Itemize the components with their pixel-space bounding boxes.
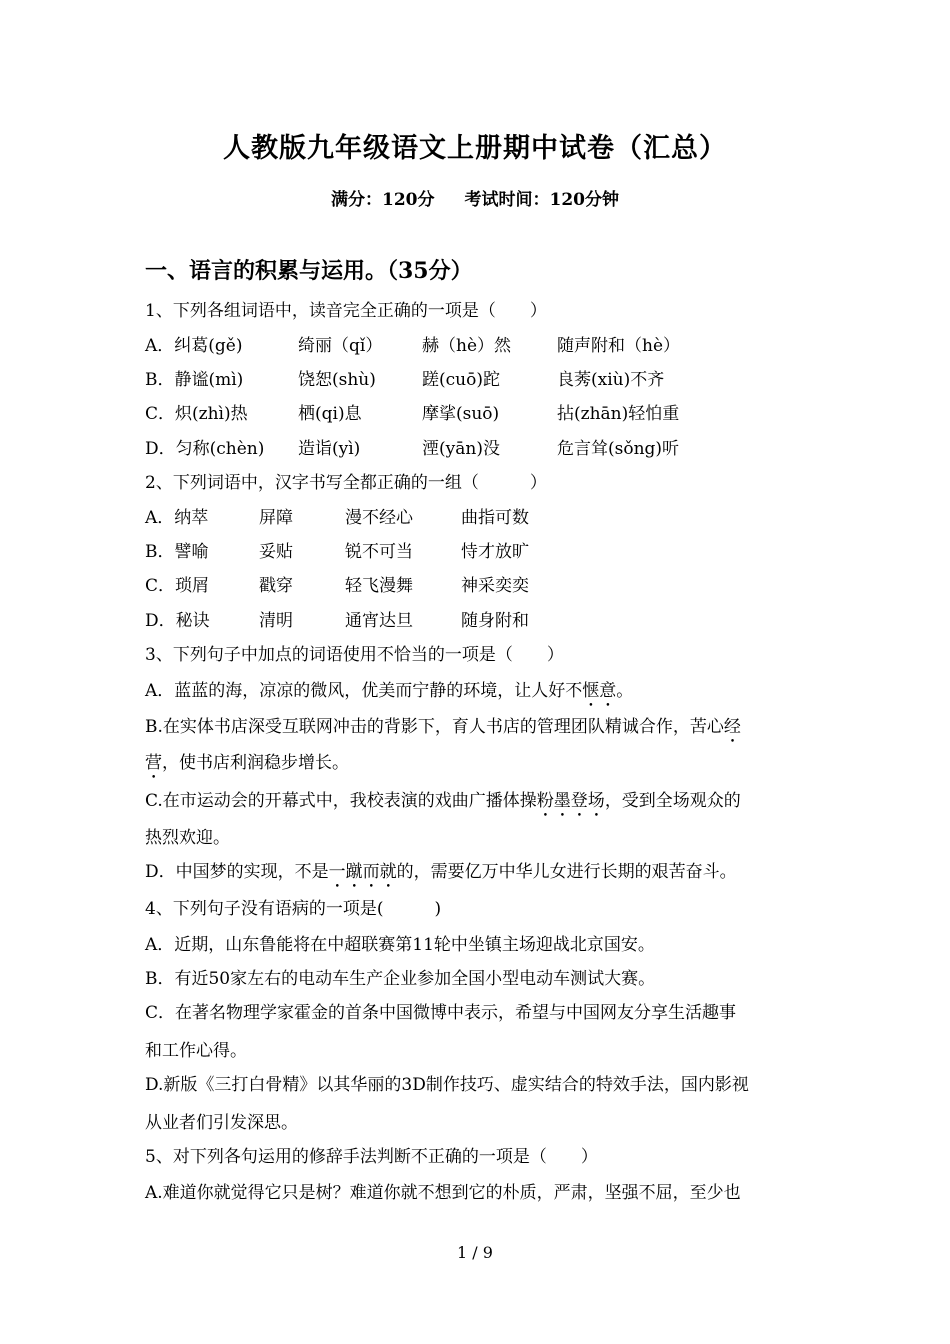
page-number: 1 / 9 [457,1243,493,1262]
option-item: D．秘诀 [145,611,210,631]
text-run: 的，需要亿万中华儿女进行长期的艰苦奋斗。 [396,862,737,882]
option-item: 拈(zhān)轻怕重 [557,404,680,424]
exam-info [0,185,950,210]
option-item: 轻飞漫舞 [345,576,413,596]
option-c-cont: 热烈欢迎。 [145,828,230,848]
emphasized-word: 惬意 [582,681,617,701]
option-item: 良莠(xiù)不齐 [557,370,665,390]
question-stem: 4、下列句子没有语病的一项是( ) [145,899,442,919]
option-a: A.难道你就觉得它只是树？难道你就不想到它的朴质，严肃，坚强不屈，至少也 [145,1183,741,1203]
option-item: 恃才放旷 [461,542,529,562]
option-item: 摩挲(suō) [422,404,500,424]
question-stem: 1、下列各组词语中，读音完全正确的一项是（ ） [145,301,547,321]
question-stem: 3、下列句子中加点的词语使用不恰当的一项是（ ） [145,645,564,665]
option-a: A．近期，山东鲁能将在中超联赛第11轮中坐镇主场迎战北京国安。 [145,935,655,955]
option-item: B．静谧(mì) [145,370,244,390]
option-item: 锐不可当 [345,542,413,562]
option-item: 栖(qi)息 [298,404,362,424]
option-item: 神采奕奕 [461,576,529,596]
question-stem: 5、对下列各句运用的修辞手法判断不正确的一项是（ ） [145,1147,598,1167]
option-item: 造诣(yì) [298,439,361,459]
option-b-cont [145,748,349,783]
option-item: 屏障 [259,508,293,528]
option-c-cont: 和工作心得。 [145,1041,247,1061]
option-d: D.新版《三打白骨精》以其华丽的3D制作技巧、虚实结合的特效手法，国内影视 [145,1075,749,1095]
emphasized-word: 经 [723,717,741,737]
option-c: C．在著名物理学家霍金的首条中国微博中表示，希望与中国网友分享生活趣事 [145,1003,737,1023]
option-item: 蹉(cuō)跎 [422,370,500,390]
emphasized-word: 粉墨登场 [536,791,605,811]
page-title: 人教版九年级语文上册期中试卷（汇总） [223,133,727,164]
option-item: B．譬喻 [145,542,209,562]
option-d [145,857,737,892]
text-run: 。 [616,681,634,701]
exam-time: 考试时间：120分钟 [464,190,619,210]
option-item: C．炽(zhì)热 [145,404,248,424]
option-a [145,676,633,711]
option-item: 通宵达旦 [345,611,413,631]
option-b [145,712,741,747]
option-item: 戳穿 [259,576,293,596]
option-c [145,786,741,821]
emphasized-word: 一蹴而就 [328,862,397,882]
option-item: 妥贴 [259,542,293,562]
option-item: 湮(yān)没 [422,439,500,459]
full-score: 满分：120分 [331,190,435,210]
text-run: D．中国梦的实现，不是 [145,862,329,882]
text-run: ，受到全场观众的 [604,791,741,811]
text-run: A．蓝蓝的海，凉凉的微风，优美而宁静的环境，让人好不 [145,681,583,701]
question-stem: 2、下列词语中，汉字书写全都正确的一组（ ） [145,473,547,493]
text-run: C.在市运动会的开幕式中，我校表演的戏曲广播体操 [145,791,537,811]
text-run: B.在实体书店深受互联网冲击的背影下，育人书店的管理团队精诚合作，苦心 [145,717,724,737]
option-item: 危言耸(sǒng)听 [557,439,680,459]
option-item: C．琐屑 [145,576,210,596]
option-d-cont: 从业者们引发深思。 [145,1113,298,1133]
section-heading: 一、语言的积累与运用。（35分） [145,258,473,284]
option-item: A．纠葛(gě) [145,336,243,356]
option-b: B．有近50家左右的电动车生产企业参加全国小型电动车测试大赛。 [145,969,656,989]
option-item: 曲指可数 [461,508,529,528]
emphasized-word: 营 [145,753,162,773]
option-item: D．匀称(chèn) [145,439,265,459]
option-item: A．纳萃 [145,508,209,528]
option-item: 绮丽（qǐ） [298,336,383,356]
option-item: 漫不经心 [345,508,413,528]
option-item: 饶恕(shù) [298,370,376,390]
option-item: 赫（hè）然 [422,336,512,356]
option-item: 随身附和 [461,611,529,631]
text-run: ，使书店利润稳步增长。 [162,753,349,773]
option-item: 清明 [259,611,293,631]
option-item: 随声附和（hè） [557,336,681,356]
